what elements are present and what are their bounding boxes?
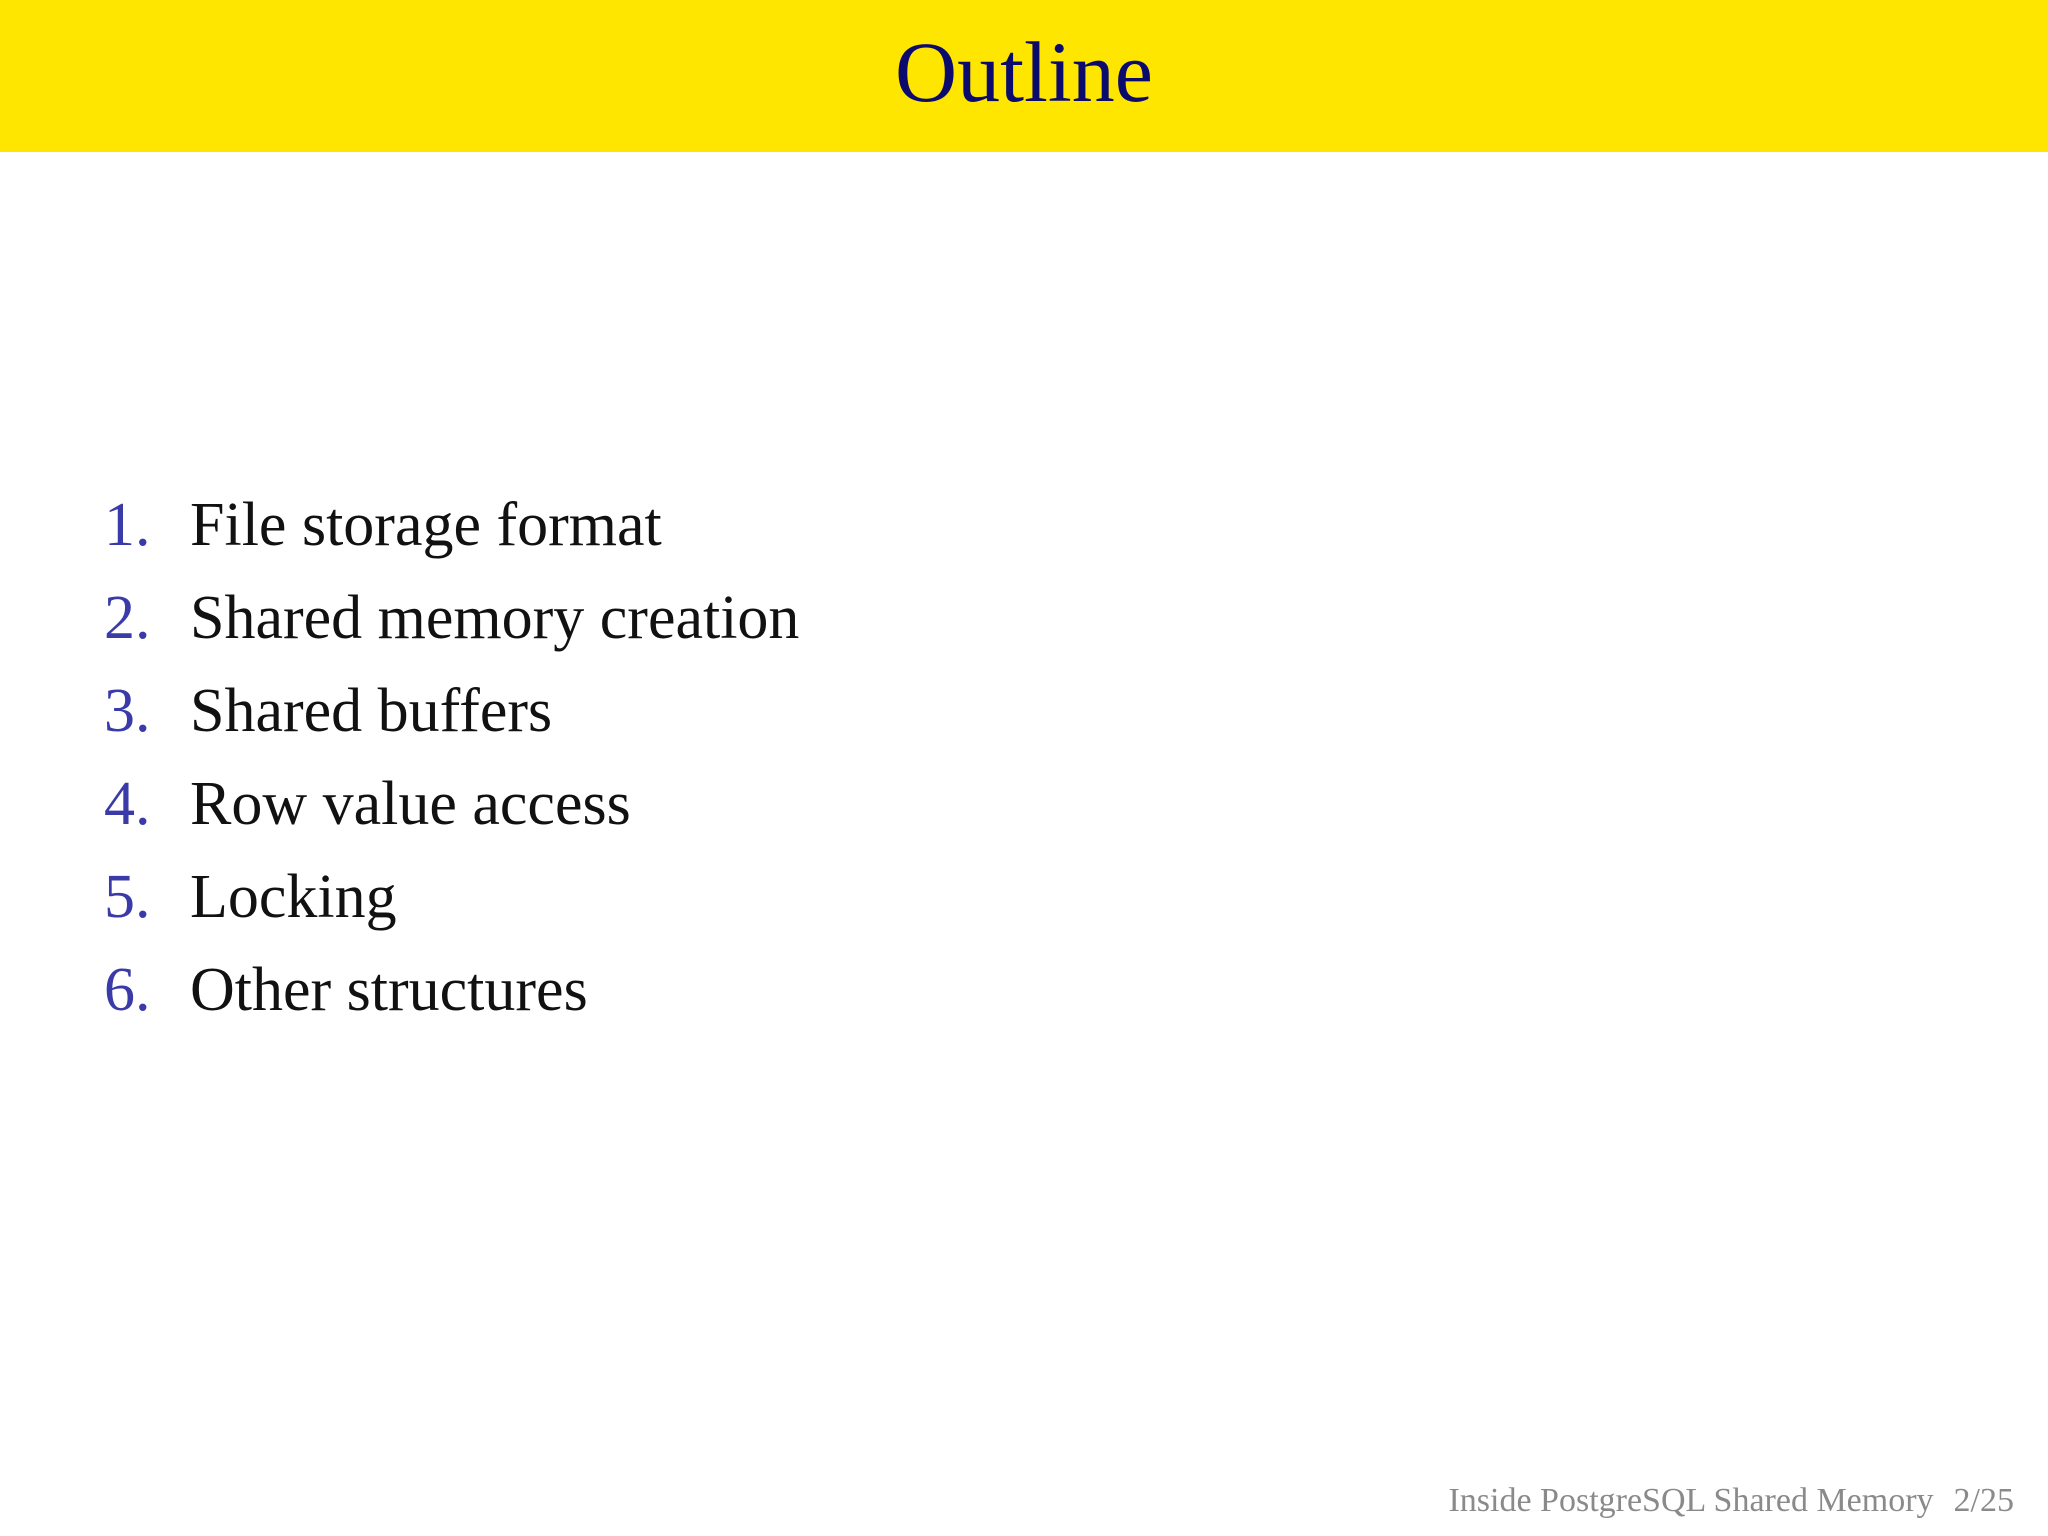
page-number: 2/25 <box>1953 1482 2014 1519</box>
outline-item-number: 5. <box>104 863 151 931</box>
outline-item-label: Other structures <box>190 956 588 1024</box>
outline-item <box>104 955 799 1048</box>
slide-title: Outline <box>895 24 1153 120</box>
outline-list <box>104 490 799 1048</box>
outline-item <box>104 862 799 955</box>
outline-item <box>104 676 799 769</box>
outline-item-number: 6. <box>104 956 151 1024</box>
outline-item <box>104 490 799 583</box>
title-bar <box>0 0 2048 152</box>
outline-item-number: 4. <box>104 770 151 838</box>
outline-item-label: File storage format <box>190 491 662 559</box>
outline-item-label: Shared memory creation <box>190 584 800 652</box>
outline-item-number: 1. <box>104 491 151 559</box>
outline-item-label: Row value access <box>190 770 631 838</box>
outline-item-number: 3. <box>104 677 151 745</box>
outline-item-label: Locking <box>190 863 397 931</box>
slide-footer <box>1448 1482 2014 1520</box>
footer-presentation-title: Inside PostgreSQL Shared Memory <box>1448 1482 1934 1519</box>
outline-item <box>104 769 799 862</box>
outline-item-label: Shared buffers <box>190 677 553 745</box>
outline-item-number: 2. <box>104 584 151 652</box>
outline-item <box>104 583 799 676</box>
